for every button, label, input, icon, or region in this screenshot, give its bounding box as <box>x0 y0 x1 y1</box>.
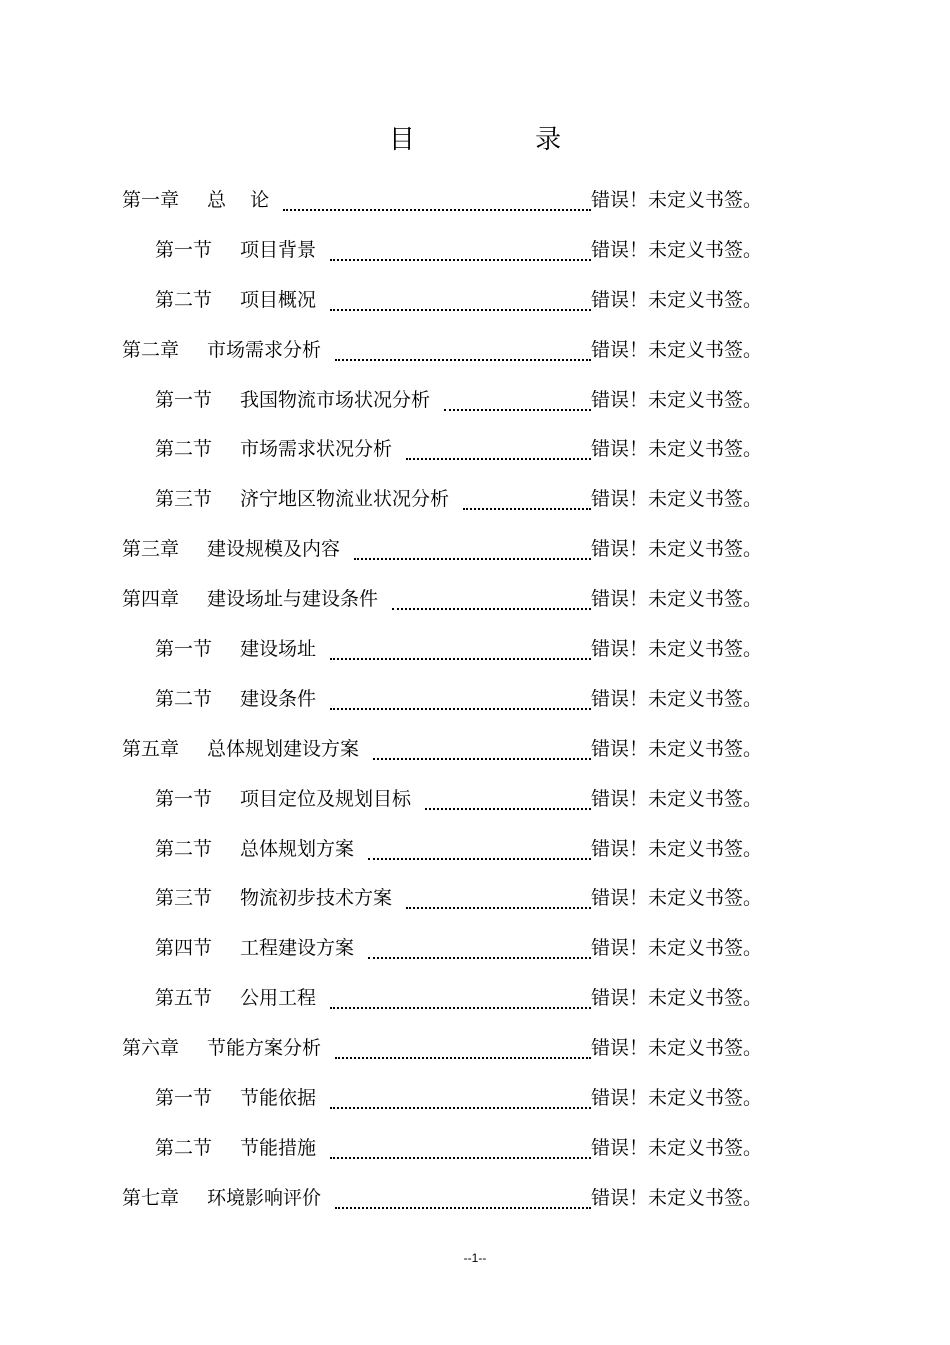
toc-entry-title: 总 论 <box>207 189 270 211</box>
toc-dot-leader <box>406 454 591 460</box>
toc-heading: 目 录 <box>388 125 618 155</box>
toc-entry-label: 第一节 <box>155 787 213 810</box>
toc-dot-leader <box>444 405 591 411</box>
toc-entry-label: 第一节 <box>155 388 213 411</box>
toc-dot-leader <box>283 205 591 211</box>
toc-entry-page-ref: 错误！未定义书签。 <box>590 987 762 1010</box>
toc-entry-page-ref: 错误！未定义书签。 <box>590 1037 762 1060</box>
toc-chapter-entry[interactable] <box>122 725 762 775</box>
toc-entry-title: 节能措施 <box>240 1136 317 1159</box>
toc-entry-title: 济宁地区物流业状况分析 <box>240 488 450 511</box>
toc-dot-leader <box>335 1203 591 1209</box>
toc-chapter-entry[interactable] <box>122 1024 762 1074</box>
toc-chapter-entry[interactable] <box>122 575 762 625</box>
toc-entry-title: 节能方案分析 <box>207 1037 322 1060</box>
toc-dot-leader <box>392 604 591 610</box>
toc-chapter-entry[interactable] <box>122 176 762 226</box>
toc-entry-page-ref: 错误！未定义书签。 <box>590 787 762 810</box>
toc-entry-page-ref: 错误！未定义书签。 <box>590 438 762 461</box>
toc-section-entry[interactable] <box>122 425 762 475</box>
toc-entry-title: 建设条件 <box>240 687 317 710</box>
toc-dot-leader <box>406 903 591 909</box>
toc-dot-leader <box>373 754 591 760</box>
toc-entry-label: 第二节 <box>155 1136 213 1159</box>
toc-entry-title: 总体规划方案 <box>240 837 355 860</box>
toc-entry-page-ref: 错误！未定义书签。 <box>590 189 762 211</box>
toc-entry-page-ref: 错误！未定义书签。 <box>590 737 762 760</box>
toc-section-entry[interactable] <box>122 625 762 675</box>
toc-entry-label: 第一章 <box>122 189 180 211</box>
toc-entry-page-ref: 错误！未定义书签。 <box>590 1087 762 1110</box>
toc-dot-leader <box>335 1053 591 1059</box>
toc-entry-label: 第五章 <box>122 737 180 760</box>
toc-section-entry[interactable] <box>122 775 762 825</box>
toc-entry-label: 第二节 <box>155 687 213 710</box>
toc-section-entry[interactable] <box>122 1124 762 1174</box>
toc-dot-leader <box>330 1103 591 1109</box>
page-number-footer: --1-- <box>463 1251 487 1265</box>
toc-chapter-entry[interactable] <box>122 326 762 376</box>
toc-entry-page-ref: 错误！未定义书签。 <box>590 1186 762 1209</box>
toc-entry-label: 第四节 <box>155 937 213 960</box>
toc-section-entry[interactable] <box>122 924 762 974</box>
toc-dot-leader <box>354 554 591 560</box>
toc-entry-page-ref: 错误！未定义书签。 <box>590 238 762 261</box>
toc-entry-page-ref: 错误！未定义书签。 <box>590 388 762 411</box>
toc-section-entry[interactable] <box>122 825 762 875</box>
toc-entry-label: 第三章 <box>122 538 180 561</box>
toc-section-entry[interactable] <box>122 974 762 1024</box>
toc-entry-title: 建设规模及内容 <box>207 538 341 561</box>
toc-section-entry[interactable] <box>122 475 762 525</box>
toc-entry-page-ref: 错误！未定义书签。 <box>590 887 762 910</box>
toc-entry-label: 第一节 <box>155 1087 213 1110</box>
toc-dot-leader <box>330 255 591 261</box>
toc-entry-title: 建设场址与建设条件 <box>207 588 379 611</box>
toc-entry-label: 第三节 <box>155 887 213 910</box>
toc-dot-leader <box>330 1003 591 1009</box>
toc-dot-leader <box>463 504 591 510</box>
toc-entry-label: 第六章 <box>122 1037 180 1060</box>
toc-dot-leader <box>330 305 591 311</box>
toc-entry-page-ref: 错误！未定义书签。 <box>590 288 762 311</box>
toc-entry-page-ref: 错误！未定义书签。 <box>590 338 762 361</box>
toc-entry-title: 项目概况 <box>240 288 317 311</box>
toc-section-entry[interactable] <box>122 376 762 426</box>
toc-dot-leader <box>368 953 591 959</box>
toc-entry-title: 市场需求状况分析 <box>240 438 393 461</box>
toc-entry-page-ref: 错误！未定义书签。 <box>590 588 762 611</box>
toc-entry-title: 节能依据 <box>240 1087 317 1110</box>
table-of-contents <box>122 176 762 1224</box>
toc-entry-title: 项目定位及规划目标 <box>240 787 412 810</box>
toc-entry-page-ref: 错误！未定义书签。 <box>590 538 762 561</box>
toc-entry-label: 第二章 <box>122 338 180 361</box>
toc-entry-label: 第三节 <box>155 488 213 511</box>
toc-dot-leader <box>330 1153 591 1159</box>
toc-entry-page-ref: 错误！未定义书签。 <box>590 488 762 511</box>
toc-dot-leader <box>330 654 591 660</box>
toc-entry-label: 第七章 <box>122 1186 180 1209</box>
toc-section-entry[interactable] <box>122 874 762 924</box>
toc-entry-title: 工程建设方案 <box>240 937 355 960</box>
toc-entry-label: 第二节 <box>155 837 213 860</box>
toc-entry-label: 第二节 <box>155 438 213 461</box>
toc-dot-leader <box>335 355 591 361</box>
toc-entry-title: 环境影响评价 <box>207 1186 322 1209</box>
toc-entry-title: 项目背景 <box>240 238 317 261</box>
toc-entry-title: 物流初步技术方案 <box>240 887 393 910</box>
toc-chapter-entry[interactable] <box>122 1174 762 1224</box>
toc-section-entry[interactable] <box>122 675 762 725</box>
toc-entry-page-ref: 错误！未定义书签。 <box>590 837 762 860</box>
toc-entry-label: 第一节 <box>155 638 213 661</box>
toc-entry-title: 我国物流市场状况分析 <box>240 388 431 411</box>
toc-dot-leader <box>368 854 591 860</box>
toc-entry-label: 第一节 <box>155 238 213 261</box>
toc-entry-title: 总体规划建设方案 <box>207 737 360 760</box>
toc-entry-page-ref: 错误！未定义书签。 <box>590 1136 762 1159</box>
toc-entry-label: 第五节 <box>155 987 213 1010</box>
toc-entry-page-ref: 错误！未定义书签。 <box>590 687 762 710</box>
toc-entry-label: 第二节 <box>155 288 213 311</box>
toc-entry-page-ref: 错误！未定义书签。 <box>590 937 762 960</box>
toc-entry-title: 市场需求分析 <box>207 338 322 361</box>
toc-chapter-entry[interactable] <box>122 525 762 575</box>
toc-section-entry[interactable] <box>122 276 762 326</box>
toc-entry-label: 第四章 <box>122 588 180 611</box>
toc-section-entry[interactable] <box>122 1074 762 1124</box>
toc-entry-page-ref: 错误！未定义书签。 <box>590 638 762 661</box>
toc-dot-leader <box>425 804 591 810</box>
toc-section-entry[interactable] <box>122 226 762 276</box>
toc-dot-leader <box>330 704 591 710</box>
toc-entry-title: 建设场址 <box>240 638 317 661</box>
toc-entry-title: 公用工程 <box>240 987 317 1010</box>
